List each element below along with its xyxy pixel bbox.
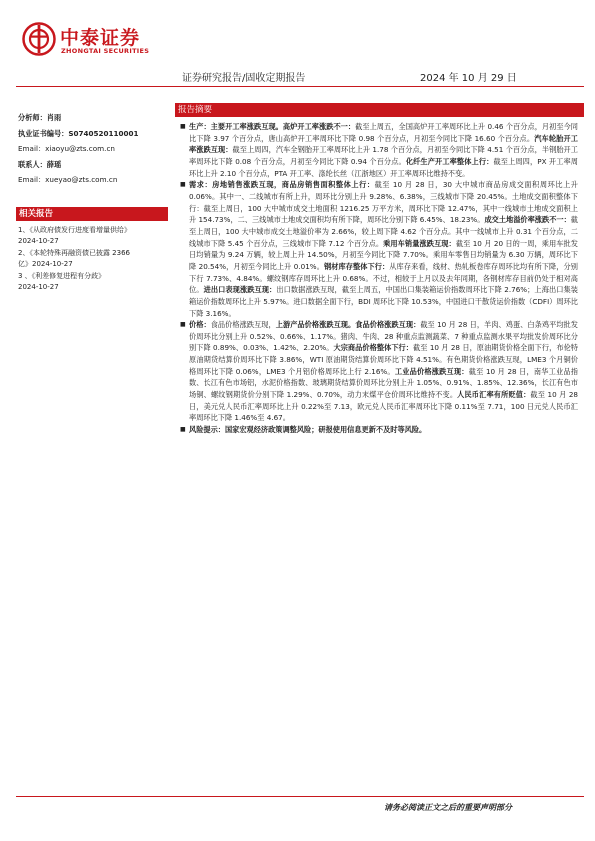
- related-report-title[interactable]: 3 、《利差修复进程有分歧》: [18, 271, 106, 280]
- logo-text-cn: 中泰证券: [60, 27, 141, 49]
- certificate-row: [18, 126, 168, 142]
- contact-label: 联系人：: [18, 159, 47, 169]
- steel-heading: 钢材库存整体下行：: [323, 261, 390, 271]
- trade-heading: 进出口表现涨跌互现：: [203, 285, 277, 295]
- related-report-date: 2024-10-27: [18, 237, 59, 246]
- commodity-text: 截至 10 月 28 日，原油期货价格全面下行，布伦特原油期货结算价周环比下降 3.86%，WTI 原油期货结算价周环比下降 4.51%。有色期货价格涨跌互现，LME3 个月铜价格周环比下降 0.06%，LME3 个月铝价格周环比上行 2.16%。: [189, 343, 578, 376]
- upstream-heading: 上游产品价格涨跌互现。: [275, 320, 356, 330]
- land-premium-text: 截至上周日，100 大中城市成交土地溢价率为 2.66%，较上周下降 4.62 个百分点。其中一线城市上升 0.31 个百分点，二线城市下降 5.45 个百分点，三线城市下降 7.12 个百分点。: [189, 215, 578, 248]
- related-report-title[interactable]: 2、《本轮特殊再融资债已披露 2366: [18, 248, 130, 257]
- land-premium-heading: 成交土地溢价率涨跌不一：: [484, 215, 571, 225]
- food-heading: 食品价格涨跌互现：: [355, 320, 421, 330]
- company-logo: [22, 22, 172, 62]
- disclaimer-notice: 请务必阅读正文之后的重要声明部分: [384, 803, 512, 812]
- report-date: 2024 年 10 月 29 日: [420, 73, 517, 84]
- steel-text: 从库存来看，线材、热轧板卷库存周环比均有所下降，分别下行 7.73%、4.84%。螺纹钢库存周环比上升 0.68%。不过，相较于上月以及去年同期，各钢材库存目前仍处于相对高位。: [189, 261, 578, 295]
- email-row: [18, 141, 168, 157]
- industrial-heading: 工业品价格涨跌互现：: [394, 366, 469, 376]
- commodity-heading: 大宗商品价格整体下行：: [333, 343, 414, 353]
- certificate-number: S0740520110001: [68, 128, 139, 138]
- analyst-email[interactable]: xiaoyu@zts.com.cn: [45, 144, 115, 153]
- fx-heading: 人民币汇率有所贬值：: [457, 390, 531, 400]
- summary-demand: [180, 179, 578, 319]
- related-report-date: 2024-10-27: [18, 283, 59, 292]
- food-text: 截至 10 月 28 日，羊肉、鸡蛋、白条鸡平均批发价周环比分别上升 0.52%、0.66%、1.17%。猪肉、牛肉、28 种重点监测蔬菜、7 种重点监测水果平均批发价周环比分别下降 0.89%、0.03%、1.42%、2.20%。: [189, 320, 578, 353]
- production-heading: 生产：主要开工率涨跌互现。高炉开工率涨跌不一：: [189, 122, 356, 131]
- analyst-name: 肖雨: [46, 113, 62, 122]
- contact-name: 薛瑶: [46, 159, 62, 169]
- tire-heading: 汽车轮胎开工率涨跌互现：: [189, 133, 578, 155]
- production-text: 截至上周五，全国高炉开工率周环比上升 0.46 个百分点，月初至今同比下降 3.97 个百分点，唐山高炉开工率周环比下降 0.98 个百分点，月初至今同比下降 16.60 个百分点。: [189, 122, 578, 143]
- tire-text: 截至上周四，汽车全钢胎开工率周环比上升 1.78 个百分点，月初至今同比下降 4.51 个百分点，半钢胎开工率周环比下降 0.08 个百分点，月初至今同比下降 0.94 个百分点。: [189, 145, 578, 166]
- prices-heading: 价格：: [189, 320, 211, 330]
- industrial-text: 截至 10 月 28 日，南华工业品指数、长江有色市场铝，水泥价格指数、玻璃期货结算价周环比分别上升 1.05%、0.91%、1.85%、12.36%，长江有色市场铜、螺纹钢期货价分别下降 1.29%、0.70%，动力末煤平仓价周环比维持不变。: [189, 366, 578, 400]
- car-sales-text: 截至 10 月 20 日的一周，乘用车批发日均销量为 9.24 万辆，较上周上升 14.50%，月初至今同比下降 7.70%。乘用车零售日均销量为 6.30 万辆，周环比下降 20.54%，月初至今同比上升 0.01%。: [189, 238, 578, 271]
- summary-prices: [180, 319, 578, 424]
- report-type: 证券研究报告/固收定期报告: [182, 73, 306, 84]
- demand-heading: 需求：房地销售涨跌互现，商品房销售面积整体上行：: [189, 180, 375, 190]
- demand-text: 截至 10 月 28 日，30 大中城市商品房成交面积周环比上升 0.06%。其中一、二线城市有所上升，周环比分别上升 9.28%、6.38%，三线城市下降 20.45%。土地成交面积整体下行：截至上周日，100 大中城市成交土地面积 1216.25 万平方米，周环比下降 12.47%，其中一线城市土地成交面积上升 154.73%，二、三线城市土地成交面积均有所下降，周环比分别下降 6.45%、18.23%。: [189, 180, 578, 225]
- fiber-text: 截至上周四，PX 开工率周环比上升 2.10 个百分点，PTA 开工率、涤纶长丝（江浙地区）开工率周环比维持不变。: [189, 156, 578, 178]
- risk-text: 风险提示：国家宏观经济政策调整风险；研报使用信息更新不及时等风险。: [189, 425, 427, 435]
- summary-risk: [180, 424, 578, 436]
- email-label: Email：: [18, 175, 46, 184]
- footer-divider: [16, 796, 584, 797]
- email-label: Email：: [18, 144, 46, 153]
- related-report-title[interactable]: 亿》2024-10-27: [18, 260, 73, 269]
- trade-text: 出口数据涨跌互现，截至上周五，中国出口集装箱运价指数周环比下降 2.76%；上海出口集装箱运价指数周环比上升 5.97%。进口数据全面下行，BDI 周环比下降 10.53%，中国进口干散货运价指数（CDFI）周环比下降 3.16%。: [189, 285, 578, 318]
- email-row: [18, 172, 168, 188]
- analyst-label: 分析师：: [18, 113, 47, 122]
- analyst-row: [18, 110, 168, 126]
- logo-text-en: ZHONGTAI SECURITIES: [61, 47, 150, 55]
- summary-production: [180, 121, 578, 179]
- fiber-heading: 化纤生产开工率整体上行：: [405, 156, 494, 166]
- certificate-label: 执业证书编号：: [18, 128, 69, 138]
- car-sales-heading: 乘用车销量涨跌互现：: [383, 238, 456, 248]
- related-reports-heading: 相关报告: [16, 207, 168, 221]
- logo-mark-icon: [22, 22, 56, 56]
- header-divider: [16, 86, 584, 87]
- analyst-info: [18, 110, 168, 188]
- fx-text: 截至 10 月 28 日，美元兑人民币汇率周环比上升 0.22%至 7.13，欧元兑人民币汇率周环比下降 0.11%至 7.71，100 日元兑人民币汇率周环比下降 1.46%至 4.67。: [189, 390, 578, 423]
- contact-email[interactable]: xueyao@zts.com.cn: [45, 175, 118, 184]
- related-report-title[interactable]: 1、《从政府债发行进度看增量供给》: [18, 226, 131, 234]
- related-reports-list: [18, 225, 168, 293]
- report-summary: [180, 121, 578, 436]
- prices-text-1: 食品价格涨跌互现，: [210, 320, 276, 330]
- contact-row: [18, 157, 168, 173]
- summary-heading: 报告摘要: [175, 103, 584, 117]
